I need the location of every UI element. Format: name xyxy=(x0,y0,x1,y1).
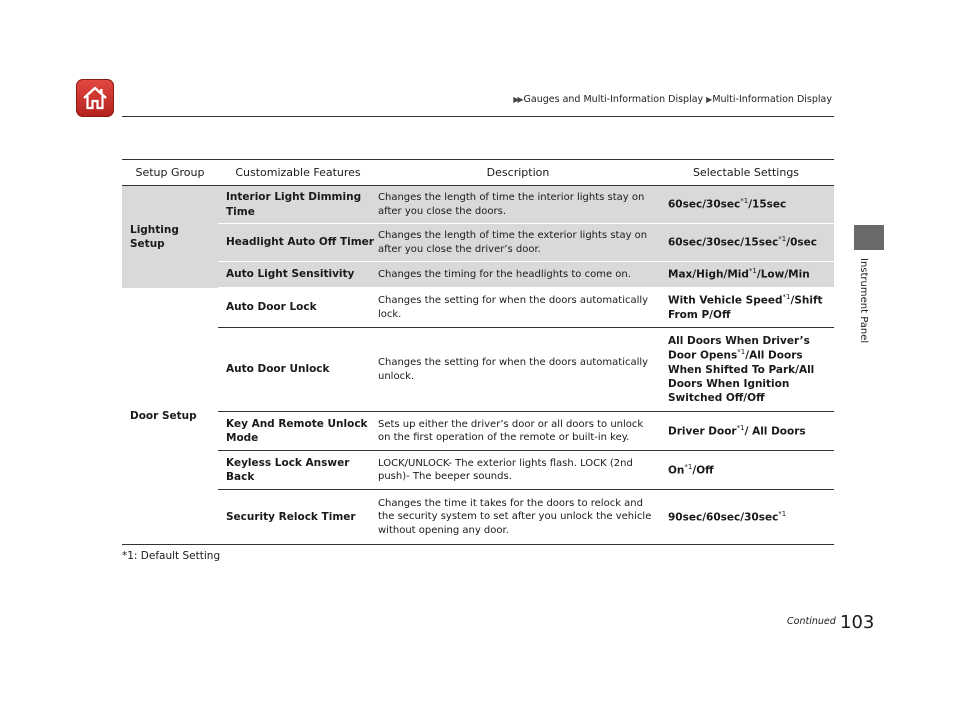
feature-cell: Auto Light Sensitivity xyxy=(218,262,378,288)
table-row xyxy=(122,186,834,224)
column-header: Setup Group xyxy=(122,160,218,186)
settings-cell: All Doors When Driver’s Door Opens$^{*1}$/All Doors When Shifted To Park/All Doors When Ignition Switched Off/Off xyxy=(658,328,834,412)
settings-cell: $90\sec/60\sec/30\sec^{*1}$ xyxy=(658,490,834,545)
feature-cell: Auto Door Unlock xyxy=(218,328,378,412)
footnote: *1: Default Setting xyxy=(122,550,221,562)
settings-cell: With Vehicle Speed$^{*1}$/Shift From P/Off xyxy=(658,288,834,328)
column-header: Customizable Features xyxy=(218,160,378,186)
description-cell: Changes the length of time the exterior lights stay on after you close the driver’s door. xyxy=(378,224,658,262)
description-cell: Changes the time it takes for the doors to relock and the security system to set after you unlock the vehicle without opening any door. xyxy=(378,490,658,545)
feature-cell: Keyless Lock Answer Back xyxy=(218,451,378,490)
breadcrumb xyxy=(511,94,832,105)
settings-cell: $60\sec/30\sec/15\sec^{*1}/0\sec$ xyxy=(658,224,834,262)
table-row xyxy=(122,412,834,451)
table-row xyxy=(122,328,834,412)
setup-group-cell: Door Setup xyxy=(122,288,218,545)
breadcrumb-item[interactable]: Multi-Information Display xyxy=(712,94,832,105)
description-cell: Changes the length of time the interior lights stay on after you close the doors. xyxy=(378,186,658,224)
feature-cell: Security Relock Timer xyxy=(218,490,378,545)
continued-label: Continued xyxy=(787,616,836,627)
home-icon xyxy=(81,85,109,111)
description-cell: Changes the setting for when the doors automatically lock. xyxy=(378,288,658,328)
header-divider xyxy=(122,116,834,117)
table-row xyxy=(122,262,834,288)
feature-cell: Interior Light Dimming Time xyxy=(218,186,378,224)
settings-cell: Max/High/Mid$^{*1}$/Low/Min xyxy=(658,262,834,288)
column-header: Description xyxy=(378,160,658,186)
column-header: Selectable Settings xyxy=(658,160,834,186)
table-header-row xyxy=(122,160,834,186)
settings-cell: Driver Door$^{*1}$/ All Doors xyxy=(658,412,834,451)
page-number: 103 xyxy=(840,612,875,633)
breadcrumb-arrow-icon: ▶▶ xyxy=(513,95,522,104)
breadcrumb-item[interactable]: Gauges and Multi-Information Display xyxy=(523,94,704,105)
settings-cell: $60\sec/30\sec^{*1}/15\sec$ xyxy=(658,186,834,224)
description-cell: Changes the setting for when the doors automatically unlock. xyxy=(378,328,658,412)
feature-cell: Headlight Auto Off Timer xyxy=(218,224,378,262)
feature-cell: Auto Door Lock xyxy=(218,288,378,328)
table-row xyxy=(122,451,834,490)
setup-group-cell: Lighting Setup xyxy=(122,186,218,288)
settings-table xyxy=(122,159,834,545)
description-cell: LOCK/UNLOCK- The exterior lights flash. LOCK (2nd push)- The beeper sounds. xyxy=(378,451,658,490)
section-tab[interactable] xyxy=(854,225,884,250)
table-row xyxy=(122,224,834,262)
table-row xyxy=(122,288,834,328)
feature-cell: Key And Remote Unlock Mode xyxy=(218,412,378,451)
home-button[interactable] xyxy=(76,79,114,117)
breadcrumb-arrow-icon: ▶ xyxy=(706,95,711,104)
description-cell: Sets up either the driver’s door or all doors to unlock on the first operation of the remote or built-in key. xyxy=(378,412,658,451)
section-tab-label: Instrument Panel xyxy=(858,258,869,344)
settings-cell: On$^{*1}$/Off xyxy=(658,451,834,490)
table-row xyxy=(122,490,834,545)
description-cell: Changes the timing for the headlights to come on. xyxy=(378,262,658,288)
